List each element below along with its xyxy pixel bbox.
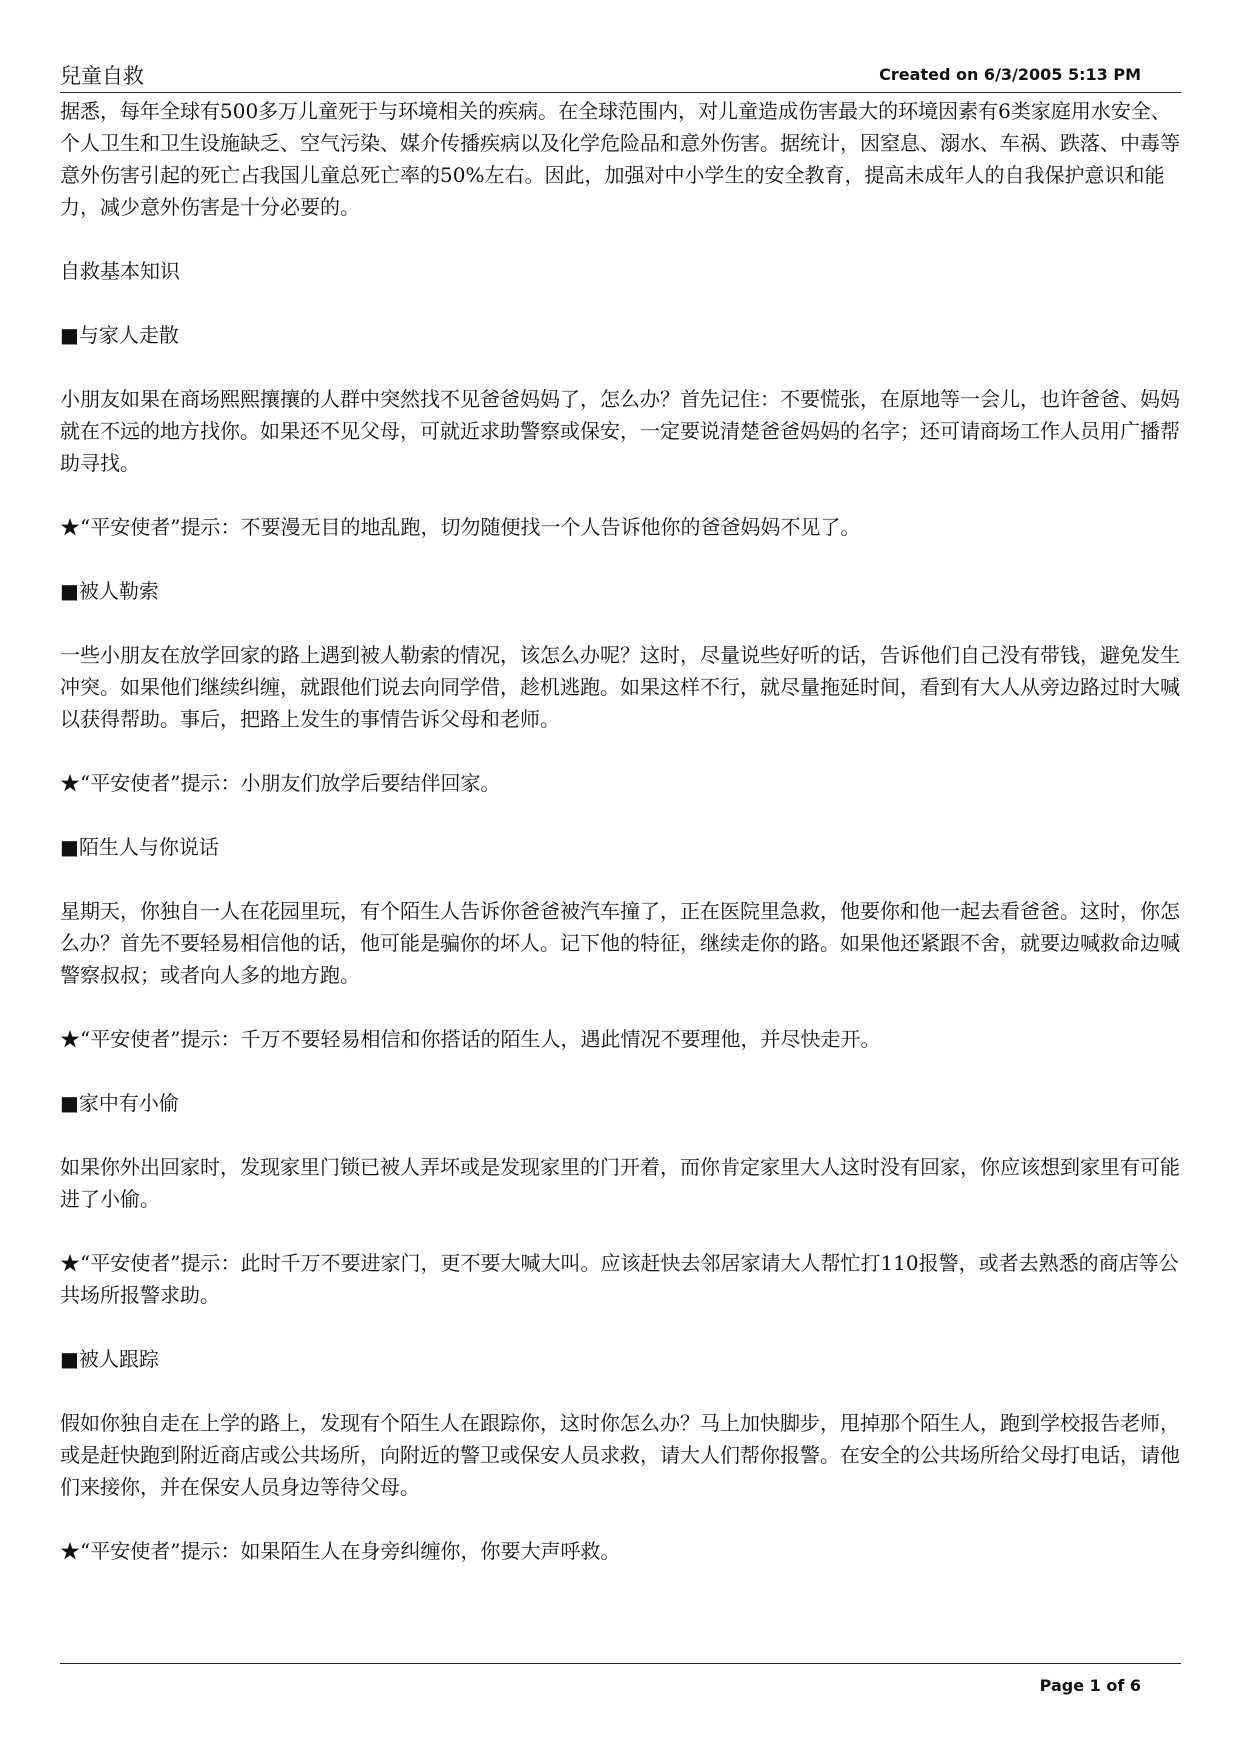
- topic-heading: ■与家人走散: [60, 323, 179, 347]
- topic-heading: ■被人勒索: [60, 579, 159, 603]
- page-number: Page 1 of 6: [1039, 1676, 1141, 1695]
- body-paragraph: 假如你独自走在上学的路上，发现有个陌生人在跟踪你，这时你怎么办？马上加快脚步，甩掉那个陌生人，跑到学校报告老师，或是赶快跑到附近商店或公共场所，向附近的警卫或保安人员求救，请大人们帮你报警。在安全的公共场所给父母打电话，请他们来接你，并在保安人员身边等待父母。: [60, 1411, 1180, 1499]
- document-title: 兒童自救: [60, 64, 144, 88]
- section-heading: 自救基本知识: [60, 259, 180, 283]
- body-paragraph: 一些小朋友在放学回家的路上遇到被人勒索的情况，该怎么办呢？这时，尽量说些好听的话，告诉他们自己没有带钱，避免发生冲突。如果他们继续纠缠，就跟他们说去向同学借，趁机逃跑。如果这样不行，就尽量拖延时间，看到有大人从旁边路过时大喊以获得帮助。事后，把路上发生的事情告诉父母和老师。: [60, 643, 1180, 731]
- body-paragraph: 星期天，你独自一人在花园里玩，有个陌生人告诉你爸爸被汽车撞了，正在医院里急救，他要你和他一起去看爸爸。这时，你怎么办？首先不要轻易相信他的话，他可能是骗你的坏人。记下他的特征，继续走你的路。如果他还紧跟不舍，就要边喊救命边喊警察叔叔；或者向人多的地方跑。: [60, 899, 1180, 987]
- tip-paragraph: ★“平安使者”提示：小朋友们放学后要结伴回家。: [60, 771, 501, 795]
- topic-heading: ■家中有小偷: [60, 1091, 179, 1115]
- topic-heading: ■被人跟踪: [60, 1347, 159, 1371]
- tip-paragraph: ★“平安使者”提示：如果陌生人在身旁纠缠你，你要大声呼救。: [60, 1539, 621, 1563]
- intro-paragraph: 据悉，每年全球有500多万儿童死于与环境相关的疾病。在全球范围内，对儿童造成伤害最大的环境因素有6类家庭用水安全、个人卫生和卫生设施缺乏、空气污染、媒介传播疾病以及化学危险品和意外伤害。据统计，因窒息、溺水、车祸、跌落、中毒等意外伤害引起的死亡占我国儿童总死亡率的50%左右。因此，加强对中小学生的安全教育，提高未成年人的自我保护意识和能力，减少意外伤害是十分必要的。: [60, 99, 1180, 219]
- tip-paragraph: ★“平安使者”提示：不要漫无目的地乱跑，切勿随便找一个人告诉他你的爸爸妈妈不见了。: [60, 515, 861, 539]
- body-paragraph: 如果你外出回家时，发现家里门锁已被人弄坏或是发现家里的门开着，而你肯定家里大人这时没有回家，你应该想到家里有可能进了小偷。: [60, 1155, 1180, 1211]
- created-date: Created on 6/3/2005 5:13 PM: [879, 65, 1141, 84]
- document-body: [60, 95, 1180, 1599]
- body-paragraph: 小朋友如果在商场熙熙攘攘的人群中突然找不见爸爸妈妈了，怎么办？首先记住：不要慌张，在原地等一会儿，也许爸爸、妈妈就在不远的地方找你。如果还不见父母，可就近求助警察或保安，一定要说清楚爸爸妈妈的名字；还可请商场工作人员用广播帮助寻找。: [60, 387, 1180, 475]
- topic-heading: ■陌生人与你说话: [60, 835, 219, 859]
- tip-paragraph: ★“平安使者”提示：此时千万不要进家门，更不要大喊大叫。应该赶快去邻居家请大人帮忙打110报警，或者去熟悉的商店等公共场所报警求助。: [60, 1251, 1179, 1307]
- tip-paragraph: ★“平安使者”提示：千万不要轻易相信和你搭话的陌生人，遇此情况不要理他，并尽快走开。: [60, 1027, 881, 1051]
- page-footer: [60, 1663, 1181, 1704]
- page-header: [60, 58, 1181, 93]
